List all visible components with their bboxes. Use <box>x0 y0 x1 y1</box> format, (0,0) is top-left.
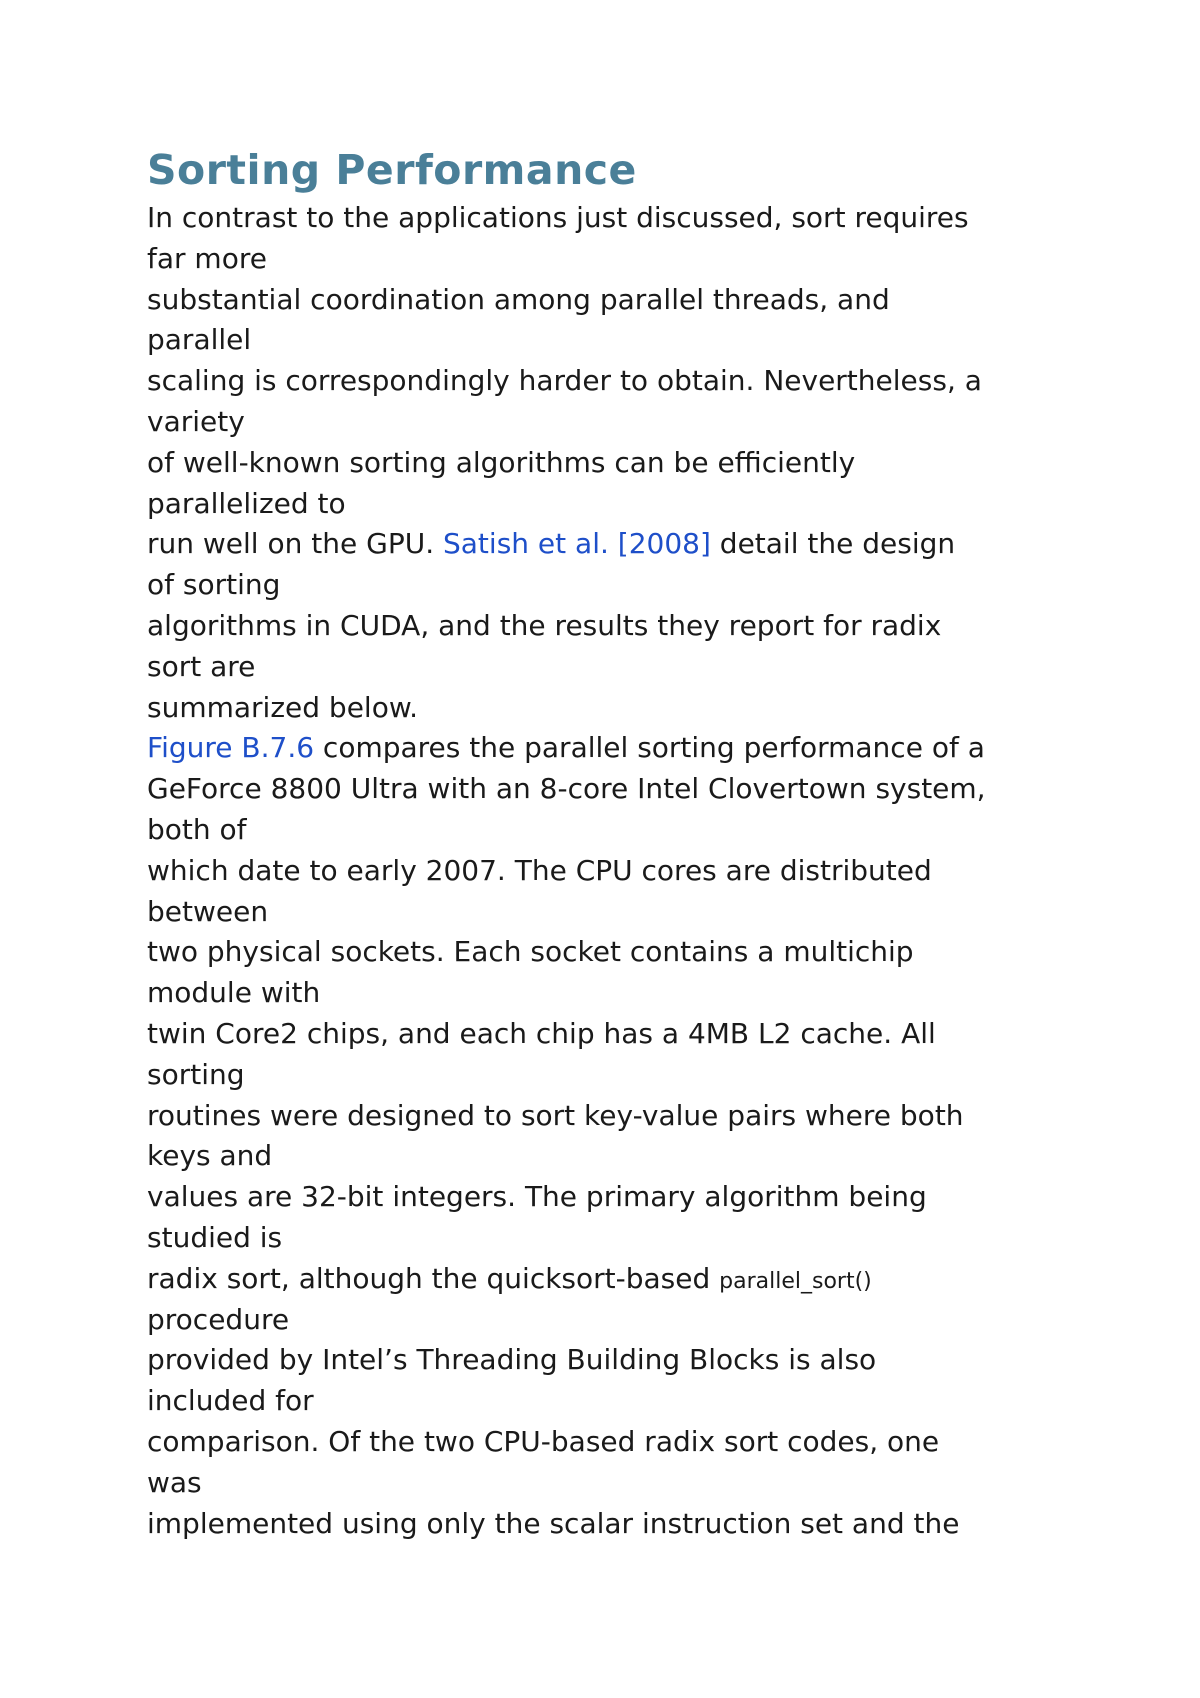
text-line: module with <box>147 976 321 1010</box>
text-line: both of <box>147 812 247 846</box>
text-line: twin Core2 chips, and each chip has a 4MB L2 cache. All <box>147 1016 936 1050</box>
figure-link[interactable]: Figure B.7.6 <box>147 731 315 765</box>
citation-link-year[interactable]: [2008] <box>617 527 711 561</box>
text-line: variety <box>147 404 245 438</box>
body-paragraph <box>147 198 1067 1544</box>
text-line: implemented using only the scalar instruction set and the <box>147 1506 960 1540</box>
text-line: In contrast to the applications just discussed, sort requires <box>147 201 969 234</box>
text-line: of well-known sorting algorithms can be efficiently <box>147 445 856 479</box>
text-segment: compares the parallel sorting performance of a <box>314 731 985 765</box>
text-line: included for <box>147 1384 314 1418</box>
text-line: procedure <box>147 1302 290 1336</box>
section-heading: Sorting Performance <box>147 146 637 194</box>
text-segment: run well on the GPU. <box>147 527 443 561</box>
text-line <box>147 524 1067 565</box>
text-segment: detail the design <box>710 527 956 561</box>
text-line <box>147 1259 1067 1300</box>
text-line: scaling is correspondingly harder to obtain. Nevertheless, a <box>147 364 982 398</box>
text-line: of sorting <box>147 568 281 602</box>
text-line: GeForce 8800 Ultra with an 8-core Intel Clovertown system, <box>147 772 986 806</box>
citation-link-satish[interactable]: Satish et al. <box>443 527 609 561</box>
text-line <box>147 728 1067 769</box>
text-line: between <box>147 894 269 928</box>
text-line: two physical sockets. Each socket contains a multichip <box>147 935 914 969</box>
text-line: substantial coordination among parallel threads, and <box>147 282 890 316</box>
text-line: sorting <box>147 1057 245 1091</box>
text-line: provided by Intel’s Threading Building Blocks is also <box>147 1343 877 1377</box>
text-line: parallel <box>147 323 252 357</box>
text-line: algorithms in CUDA, and the results they report for radix <box>147 608 942 642</box>
inline-code: parallel_sort() <box>719 1268 872 1294</box>
document-content <box>147 142 1067 1544</box>
text-line: keys and <box>147 1139 273 1173</box>
text-segment <box>609 527 618 560</box>
text-line: far more <box>147 241 267 275</box>
text-line: comparison. Of the two CPU-based radix sort codes, one <box>147 1424 940 1458</box>
text-line: routines were designed to sort key-value pairs where both <box>147 1098 964 1132</box>
text-line: summarized below. <box>147 690 419 724</box>
text-line: was <box>147 1465 202 1499</box>
text-segment: radix sort, although the quicksort-based <box>147 1261 720 1295</box>
text-line: which date to early 2007. The CPU cores are distributed <box>147 853 932 887</box>
text-line: studied is <box>147 1220 283 1254</box>
text-line: parallelized to <box>147 486 346 520</box>
text-line: values are 32-bit integers. The primary algorithm being <box>147 1180 927 1214</box>
text-line: sort are <box>147 649 256 683</box>
